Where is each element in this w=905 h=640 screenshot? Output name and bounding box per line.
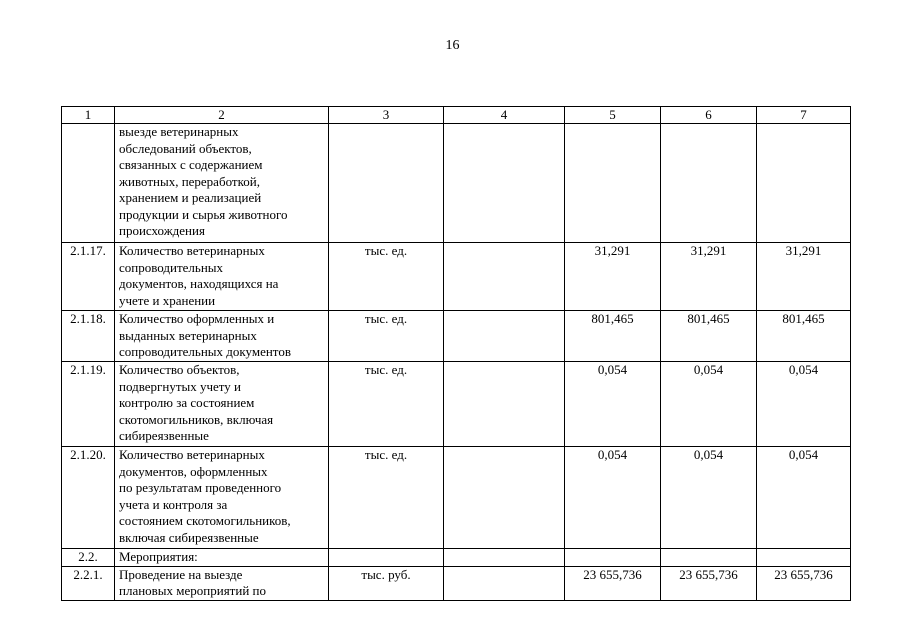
- table-row: [62, 566, 851, 600]
- row-unit: [329, 124, 444, 243]
- row-number: 2.1.20.: [62, 447, 115, 549]
- header-row: [62, 107, 851, 124]
- row-col4: [444, 549, 565, 567]
- row-unit: тыс. ед.: [329, 362, 444, 447]
- header-cell-3: 3: [329, 107, 444, 124]
- row-number: 2.1.17.: [62, 243, 115, 311]
- row-col4: [444, 362, 565, 447]
- row-col4: [444, 243, 565, 311]
- table-row: [62, 549, 851, 567]
- row-col4: [444, 566, 565, 600]
- header-cell-2: 2: [115, 107, 329, 124]
- row-value-5: 0,054: [565, 447, 661, 549]
- row-col4: [444, 311, 565, 362]
- row-name: Количество оформленных и выданных ветеринарных сопроводительных документов: [115, 311, 329, 362]
- header-cell-1: 1: [62, 107, 115, 124]
- row-number: [62, 124, 115, 243]
- row-unit: тыс. ед.: [329, 243, 444, 311]
- row-value-7: 31,291: [757, 243, 851, 311]
- row-value-5: 801,465: [565, 311, 661, 362]
- row-value-6: 0,054: [661, 447, 757, 549]
- row-name: выезде ветеринарных обследований объектов, связанных с содержанием животных, переработкой, хранением и реализацией продукции и сырья животного происхождения: [115, 124, 329, 243]
- table-row: [62, 311, 851, 362]
- row-value-5: 23 655,736: [565, 566, 661, 600]
- row-number: 2.2.1.: [62, 566, 115, 600]
- row-name: Мероприятия:: [115, 549, 329, 567]
- page-number: 16: [445, 38, 460, 53]
- row-value-6: [661, 124, 757, 243]
- row-name: Проведение на выезде плановых мероприятий по: [115, 566, 329, 600]
- row-unit: [329, 549, 444, 567]
- row-col4: [444, 447, 565, 549]
- row-value-7: 0,054: [757, 447, 851, 549]
- row-value-6: 23 655,736: [661, 566, 757, 600]
- row-number: 2.2.: [62, 549, 115, 567]
- row-number: 2.1.19.: [62, 362, 115, 447]
- row-col4: [444, 124, 565, 243]
- row-name: Количество ветеринарных сопроводительных документов, находящихся на учете и хранении: [115, 243, 329, 311]
- row-name: Количество ветеринарных документов, оформленных по результатам проведенного учета и контроля за состоянием скотомогильников, включая сибиреязвенные: [115, 447, 329, 549]
- row-unit: тыс. руб.: [329, 566, 444, 600]
- table-row: [62, 243, 851, 311]
- row-value-7: [757, 124, 851, 243]
- row-unit: тыс. ед.: [329, 447, 444, 549]
- header-cell-6: 6: [661, 107, 757, 124]
- table-row: [62, 362, 851, 447]
- row-value-5: [565, 549, 661, 567]
- row-value-5: 31,291: [565, 243, 661, 311]
- row-value-7: 0,054: [757, 362, 851, 447]
- row-unit: тыс. ед.: [329, 311, 444, 362]
- header-cell-5: 5: [565, 107, 661, 124]
- row-number: 2.1.18.: [62, 311, 115, 362]
- row-name: Количество объектов, подвергнутых учету и контролю за состоянием скотомогильников, включая сибиреязвенные: [115, 362, 329, 447]
- row-value-7: [757, 549, 851, 567]
- row-value-7: 801,465: [757, 311, 851, 362]
- table-row: [62, 447, 851, 549]
- table-row: [62, 124, 851, 243]
- row-value-5: [565, 124, 661, 243]
- header-cell-7: 7: [757, 107, 851, 124]
- row-value-5: 0,054: [565, 362, 661, 447]
- row-value-6: [661, 549, 757, 567]
- row-value-6: 0,054: [661, 362, 757, 447]
- row-value-6: 801,465: [661, 311, 757, 362]
- header-cell-4: 4: [444, 107, 565, 124]
- row-value-7: 23 655,736: [757, 566, 851, 600]
- data-table: [61, 106, 851, 601]
- row-value-6: 31,291: [661, 243, 757, 311]
